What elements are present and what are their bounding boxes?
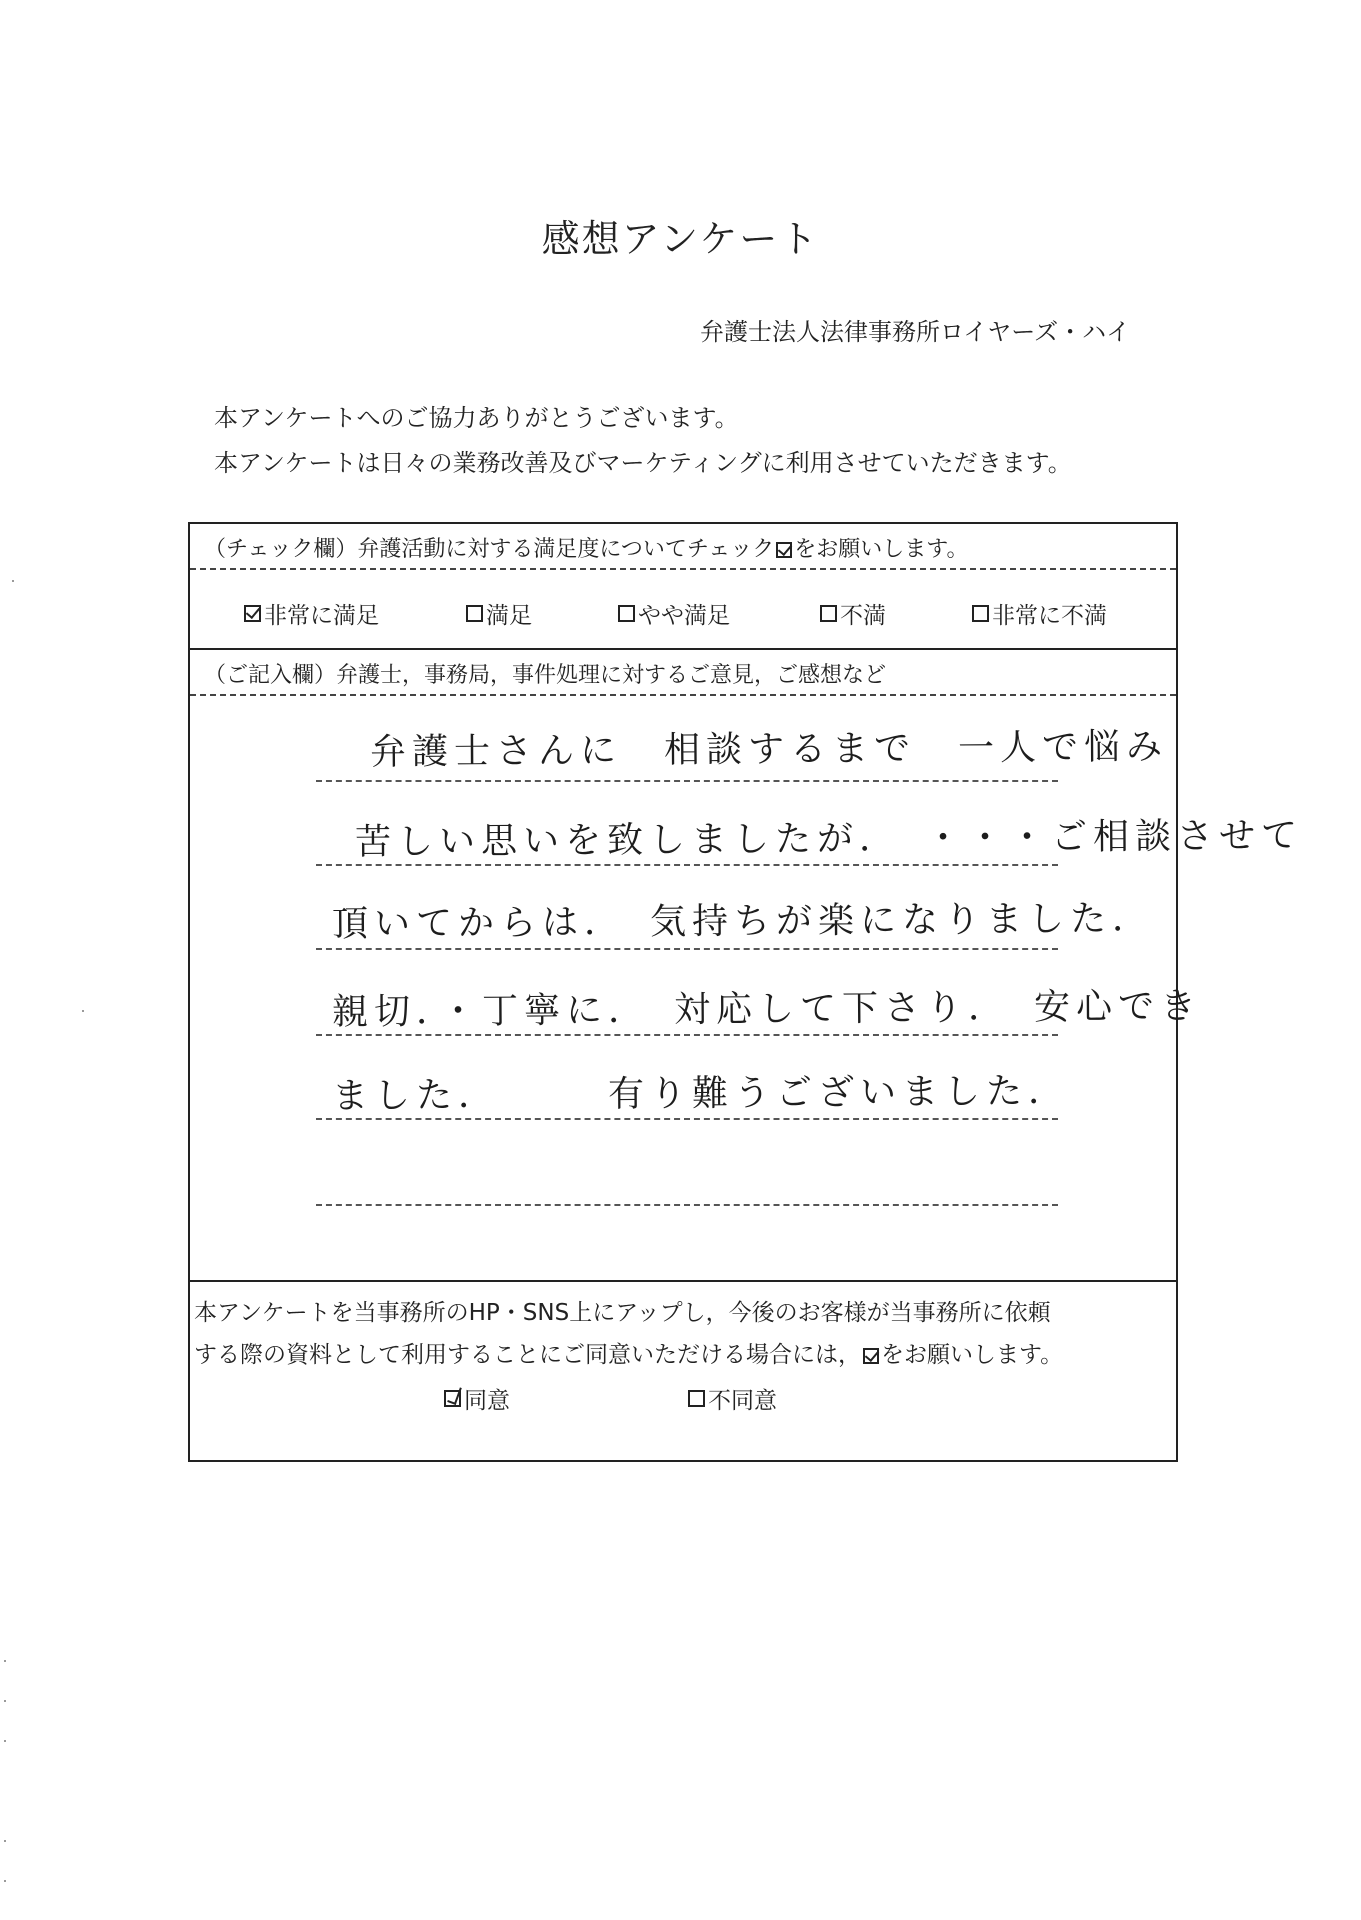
checkbox-checked-icon[interactable] bbox=[244, 605, 261, 622]
checkbox-icon[interactable] bbox=[688, 1390, 705, 1407]
check-section-heading bbox=[204, 532, 969, 563]
writing-line bbox=[316, 1034, 1058, 1036]
firm-name: 弁護士法人法律事務所ロイヤーズ・ハイ bbox=[700, 318, 1131, 346]
section-divider bbox=[190, 648, 1176, 650]
consent-text-line-1: 本アンケートを当事務所のHP・SNS上にアップし，今後のお客様が当事務所に依頼 bbox=[194, 1300, 1051, 1326]
check-heading-text: （チェック欄）弁護活動に対する満足度についてチェック bbox=[204, 537, 775, 562]
option-label: やや満足 bbox=[638, 603, 730, 629]
option-label: 満足 bbox=[486, 603, 532, 629]
check-heading-text-end: をお願いします。 bbox=[794, 537, 969, 562]
scan-speck bbox=[4, 1660, 6, 1662]
writing-line bbox=[316, 1118, 1058, 1120]
consent-disagree-option[interactable] bbox=[688, 1382, 777, 1415]
handwritten-line-5: ました． 有り難うございました． bbox=[331, 1070, 1071, 1117]
page-title: 感想アンケート bbox=[541, 217, 820, 261]
checkbox-icon[interactable] bbox=[820, 605, 837, 622]
option-very-dissatisfied[interactable] bbox=[972, 597, 1107, 630]
consent-agree-option[interactable] bbox=[444, 1382, 510, 1415]
scan-speck bbox=[82, 1010, 84, 1012]
consent-text: する際の資料として利用することにご同意いただける場合には， bbox=[194, 1342, 861, 1368]
survey-form bbox=[188, 522, 1304, 1462]
scan-speck bbox=[4, 1740, 6, 1742]
consent-text-end: をお願いします。 bbox=[881, 1342, 1064, 1368]
writing-line bbox=[316, 948, 1058, 950]
writing-line bbox=[316, 864, 1058, 866]
divider bbox=[190, 694, 1176, 696]
checkbox-icon[interactable] bbox=[466, 605, 483, 622]
handwritten-line-1: 弁護士さんに 相談するまで 一人で悩み bbox=[369, 726, 1169, 773]
option-label: 同意 bbox=[464, 1388, 510, 1414]
handwritten-line-6 bbox=[320, 1147, 1060, 1152]
scan-speck bbox=[4, 1700, 6, 1702]
option-label: 非常に満足 bbox=[264, 603, 379, 629]
checkbox-icon[interactable] bbox=[972, 605, 989, 622]
consent-text-line-2 bbox=[194, 1336, 1063, 1369]
scan-speck bbox=[4, 1880, 6, 1882]
scan-speck bbox=[12, 580, 14, 582]
handwritten-line-3: 頂いてからは． 気持ちが楽になりました． bbox=[331, 898, 1155, 945]
option-label: 非常に不満 bbox=[992, 603, 1107, 629]
handwritten-line-2: 苦しい思いを致しましたが． ・・・ご相談させて bbox=[354, 815, 1304, 863]
option-satisfied[interactable] bbox=[466, 597, 532, 630]
comment-section-heading: （ご記入欄）弁護士，事務局，事件処理に対するご意見，ご感想など bbox=[204, 663, 887, 688]
checkbox-checked-icon[interactable] bbox=[444, 1390, 461, 1407]
handwritten-line-4: 親切．・丁寧に． 対応して下さり． 安心でき bbox=[331, 985, 1203, 1033]
intro-line-2: 本アンケートは日々の業務改善及びマーケティングに利用させていただきます。 bbox=[214, 449, 1072, 477]
intro-line-1: 本アンケートへのご協力ありがとうございます。 bbox=[214, 404, 739, 432]
option-label: 不満 bbox=[840, 603, 886, 629]
option-dissatisfied[interactable] bbox=[820, 597, 886, 630]
scan-speck bbox=[4, 1840, 6, 1842]
writing-line bbox=[316, 1204, 1058, 1206]
option-label: 不同意 bbox=[708, 1388, 777, 1414]
divider bbox=[190, 568, 1176, 570]
section-divider bbox=[190, 1280, 1176, 1282]
option-somewhat-satisfied[interactable] bbox=[618, 597, 730, 630]
checkbox-icon[interactable] bbox=[618, 605, 635, 622]
checkbox-sample-icon bbox=[776, 542, 792, 558]
checkbox-sample-icon bbox=[863, 1348, 879, 1364]
option-very-satisfied[interactable] bbox=[244, 597, 379, 630]
writing-line bbox=[316, 780, 1058, 782]
